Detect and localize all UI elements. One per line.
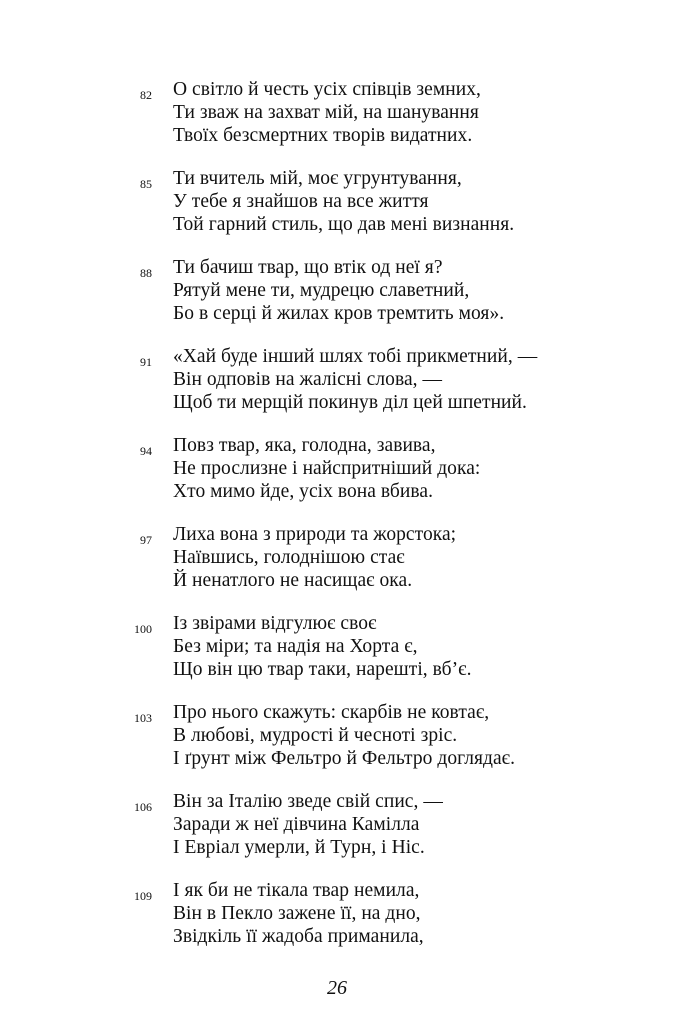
line-number: 94 bbox=[140, 444, 152, 458]
page-number: 26 bbox=[327, 977, 347, 999]
stanza bbox=[0, 523, 674, 595]
stanza bbox=[0, 879, 674, 951]
verse-line: Ти вчитель мій, моє угрунтування, bbox=[173, 168, 462, 189]
line-number: 106 bbox=[134, 800, 152, 814]
line-number: 88 bbox=[140, 266, 152, 280]
verse-line: «Хай буде інший шлях тобі прикметний, — bbox=[173, 346, 538, 367]
verse-line: Він за Італію зведе свій спис, — bbox=[173, 791, 443, 812]
stanza-lines bbox=[173, 701, 515, 770]
stanza-lines bbox=[173, 345, 537, 414]
line-number: 82 bbox=[140, 88, 152, 102]
verse-line: Звідкіль її жадоба приманила, bbox=[173, 926, 424, 947]
verse-line: Хто мимо йде, усіх вона вбива. bbox=[173, 481, 433, 502]
stanza bbox=[0, 434, 674, 506]
stanza bbox=[0, 256, 674, 328]
verse-line: Він одповів на жалісні слова, — bbox=[173, 369, 443, 390]
verse-line: Що він цю твар таки, нарешті, вб’є. bbox=[173, 659, 472, 680]
stanza-lines bbox=[173, 612, 472, 681]
stanza bbox=[0, 345, 674, 417]
stanza-lines bbox=[173, 879, 424, 948]
verse-line: Лиха вона з природи та жорстока; bbox=[173, 524, 457, 545]
verse-line: Він в Пекло зажене її, на дно, bbox=[173, 903, 421, 924]
verse-line: Твоїх безсмертних творів видатних. bbox=[173, 125, 473, 146]
line-number: 100 bbox=[134, 622, 152, 636]
verse-line: У тебе я знайшов на все життя bbox=[173, 191, 429, 212]
verse-line: Рятуй мене ти, мудрецю славетний, bbox=[173, 280, 470, 301]
verse-line: О світло й честь усіх співців земних, bbox=[173, 79, 481, 100]
verse-line: Й ненатлого не насищає ока. bbox=[173, 570, 413, 591]
stanza-lines bbox=[173, 167, 514, 236]
line-number: 91 bbox=[140, 355, 152, 369]
verse-line: Щоб ти мерщій покинув діл цей шпетний. bbox=[173, 392, 527, 413]
stanza-lines bbox=[173, 256, 504, 325]
stanza bbox=[0, 790, 674, 862]
verse-line: Наївшись, голоднішою стає bbox=[173, 547, 405, 568]
stanza-lines bbox=[173, 78, 481, 147]
stanza-lines bbox=[173, 790, 443, 859]
verse-line: Ти зваж на захват мій, на шанування bbox=[173, 102, 479, 123]
stanza bbox=[0, 78, 674, 150]
stanza bbox=[0, 612, 674, 684]
stanza-lines bbox=[173, 434, 480, 503]
verse-line: Повз твар, яка, голодна, завива, bbox=[173, 435, 436, 456]
verse-line: І Евріал умерли, й Турн, і Ніс. bbox=[173, 837, 425, 858]
verse-line: Із звірами відгулює своє bbox=[173, 613, 377, 634]
verse-line: В любові, мудрості й чесноті зріс. bbox=[173, 725, 458, 746]
stanza-lines bbox=[173, 523, 456, 592]
line-number: 103 bbox=[134, 711, 152, 725]
line-number: 97 bbox=[140, 533, 152, 547]
verse-line: І як би не тікала твар немила, bbox=[173, 880, 420, 901]
verse-line: Той гарний стиль, що дав мені визнання. bbox=[173, 214, 515, 235]
verse-line: Заради ж неї дівчина Камілла bbox=[173, 814, 420, 835]
stanza bbox=[0, 701, 674, 773]
verse-line: Ти бачиш твар, що втік од неї я? bbox=[173, 257, 443, 278]
line-number: 85 bbox=[140, 177, 152, 191]
stanza bbox=[0, 167, 674, 239]
verse-line: Про нього скажуть: скарбів не ковтає, bbox=[173, 702, 490, 723]
verse-line: Не прослизне і найспритніший дока: bbox=[173, 458, 481, 479]
verse-line: Бо в серці й жилах кров тремтить моя». bbox=[173, 303, 505, 324]
verse-line: Без міри; та надія на Хорта є, bbox=[173, 636, 418, 657]
line-number: 109 bbox=[134, 889, 152, 903]
verse-line: І ґрунт між Фельтро й Фельтро доглядає. bbox=[173, 748, 516, 769]
